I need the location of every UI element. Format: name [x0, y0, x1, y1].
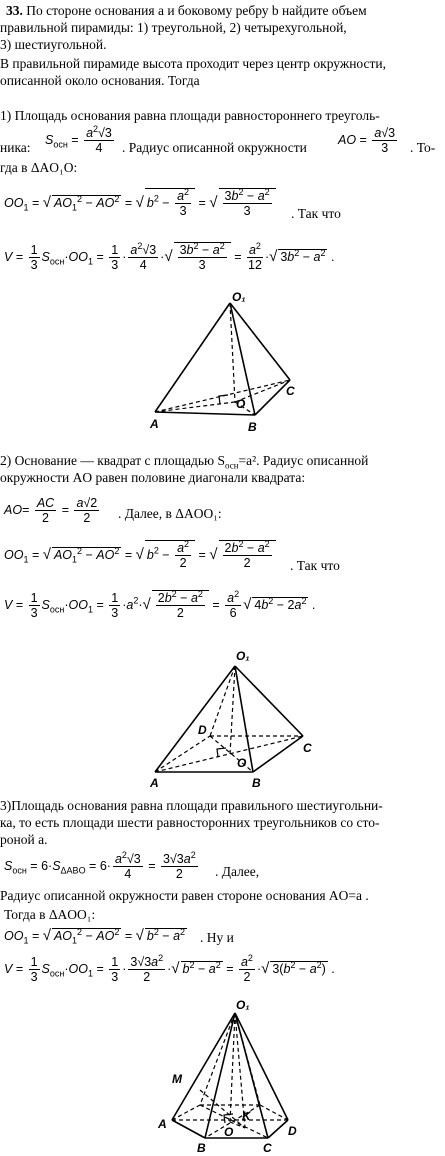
figure-quadrilateral-pyramid: [140, 640, 320, 790]
fig1-label-o1: O₁: [232, 290, 246, 304]
formula-s-hexagon: $S_{осн} = 6\cdot S_{\Delta ABO} = 6\cdot$ $\frac{a^2√3}{4}$ = $\frac{3√3a^2}{2}$: [4, 849, 196, 881]
part2-line1: [0, 453, 368, 469]
formula-s-triangle: $S_{осн}$ = $\frac{a^2√3}{4}$: [45, 123, 112, 155]
fig1-label-o: O: [236, 397, 246, 411]
figure-hexagonal-pyramid: [150, 995, 320, 1153]
part3-line4-end: . Далее,: [215, 864, 260, 879]
fig1-label-c: C: [286, 384, 295, 398]
part1-line2-c: . То-: [410, 140, 436, 155]
fig2-label-o: O: [237, 756, 247, 770]
part2-line2: окружности AO равен половине диагонали квадрата:: [0, 470, 306, 485]
part1-line2-a: ника:: [0, 140, 31, 155]
fig3-label-c: C: [263, 1141, 272, 1153]
fig3-label-a: A: [158, 1117, 167, 1131]
formula-v-triangle: V = $\frac{1}{3}$ $S_{осн}\cdot OO_1$ = $\frac{1}{3}$ · $\frac{a^2√3}{4}$ ·√ $\frac{3b^2 - a^2}{3}$ = $\frac{a^2}{12}$ ·√ $3b^2 - a^2$ .: [4, 240, 335, 272]
fig3-label-m: M: [172, 1072, 182, 1086]
part2-line3-end: . Далее, в ΔAOO₁:: [118, 506, 222, 521]
problem-statement-line2: правильной пирамиды: 1) треугольной, 2) четырехугольной,: [0, 20, 347, 35]
problem-statement-line3: 3) шестиугольной.: [0, 37, 107, 52]
part2-line4-end: . Так что: [290, 558, 340, 573]
fig3-label-d: D: [288, 1124, 297, 1138]
problem-number: 33.: [6, 3, 23, 18]
figure-triangular-pyramid: [140, 285, 310, 435]
intro-line2: описанной около основания. Тогда: [0, 73, 200, 88]
formula-v-square: V = $\frac{1}{3}$ $S_{осн}\cdot OO_1$ = $\frac{1}{3}$ $\cdot a^2\cdot√$ $\frac{2b^2 - a^2}{2}$ = $\frac{a^2}{6}$ √ $4b^2 - 2a^2$ .: [4, 588, 316, 620]
formula-ao-triangle: AO = $\frac{a√3}{3}$: [338, 126, 396, 155]
formula-oo1-triangle: $OO_1$ = √ $AO_1^2 - AO^2$ = √ $b^2$ − $\frac{a^2}{3}$ = √ $\frac{3b^2 - a^2}{3}$: [4, 188, 276, 218]
part1-line3: гда в ΔAO₁O:: [0, 160, 78, 175]
part3-line6: Тогда в ΔAOO₁:: [4, 907, 96, 922]
part3-line1: 3)Площадь основания равна площади правильного шестиугольни-: [0, 798, 383, 813]
formula-oo1-hexagon: $OO_1$ = √ $AO_1^2 - AO^2$ = √ $b^2 - a^2$: [4, 926, 186, 946]
intro-line1: В правильной пирамиде высота проходит через центр окружности,: [0, 56, 387, 71]
problem-statement-line1: По стороне основания a и боковому ребру b найдите объем: [22, 3, 367, 18]
fig2-label-d: D: [198, 723, 207, 737]
formula-oo1-square: $OO_1$ = √ $AO_1^2 - AO^2$ = √ $b^2$ − $\frac{a^2}{2}$ = √ $\frac{2b^2 - a^2}{2}$: [4, 540, 276, 570]
fig3-label-k: K: [242, 1109, 251, 1123]
part3-line2: ка, то есть площади шести равносторонних треугольников со сто-: [0, 815, 380, 830]
fig3-label-b: B: [197, 1141, 206, 1153]
fig2-label-o1: O₁: [236, 649, 250, 663]
part1-line4-end: . Так что: [291, 206, 341, 221]
problem-header: [6, 3, 367, 19]
part1-line2-b: . Радиус описанной окружности: [122, 140, 307, 155]
part2-line1-a: 2) Основание — квадрат с площадью S: [0, 453, 225, 468]
part2-line1-rest: =a². Радиус описанной: [238, 453, 369, 468]
part3-line7-end: . Ну и: [200, 930, 234, 945]
part2-line1-sub: осн: [224, 460, 239, 471]
part1-line1: 1) Площадь основания равна площади равностороннего треуголь-: [0, 108, 380, 123]
fig2-label-a: A: [150, 776, 159, 790]
formula-ao-square: AO= $\frac{AC}{2}$ = $\frac{a√2}{2}$: [4, 496, 98, 525]
fig1-label-a: A: [150, 417, 159, 431]
fig2-label-c: C: [303, 741, 312, 755]
part3-line5: Радиус описанной окружности равен стороне основания AO=a .: [0, 888, 369, 903]
formula-v-hexagon: V = $\frac{1}{3}$ $S_{осн}\cdot OO_1$ = $\frac{1}{3}$ · $\frac{3√3a^2}{2}$ ·√ $b^2 - a^2$ = $\frac{a^2}{2}$ ·√ $3(b^2 - a^2)$ .: [4, 952, 335, 984]
fig3-label-o: O: [224, 1125, 234, 1139]
fig3-label-o1: O₁: [236, 998, 250, 1012]
part3-line3: роной a.: [0, 832, 48, 847]
fig2-label-b: B: [252, 776, 261, 790]
fig1-label-b: B: [248, 420, 257, 434]
